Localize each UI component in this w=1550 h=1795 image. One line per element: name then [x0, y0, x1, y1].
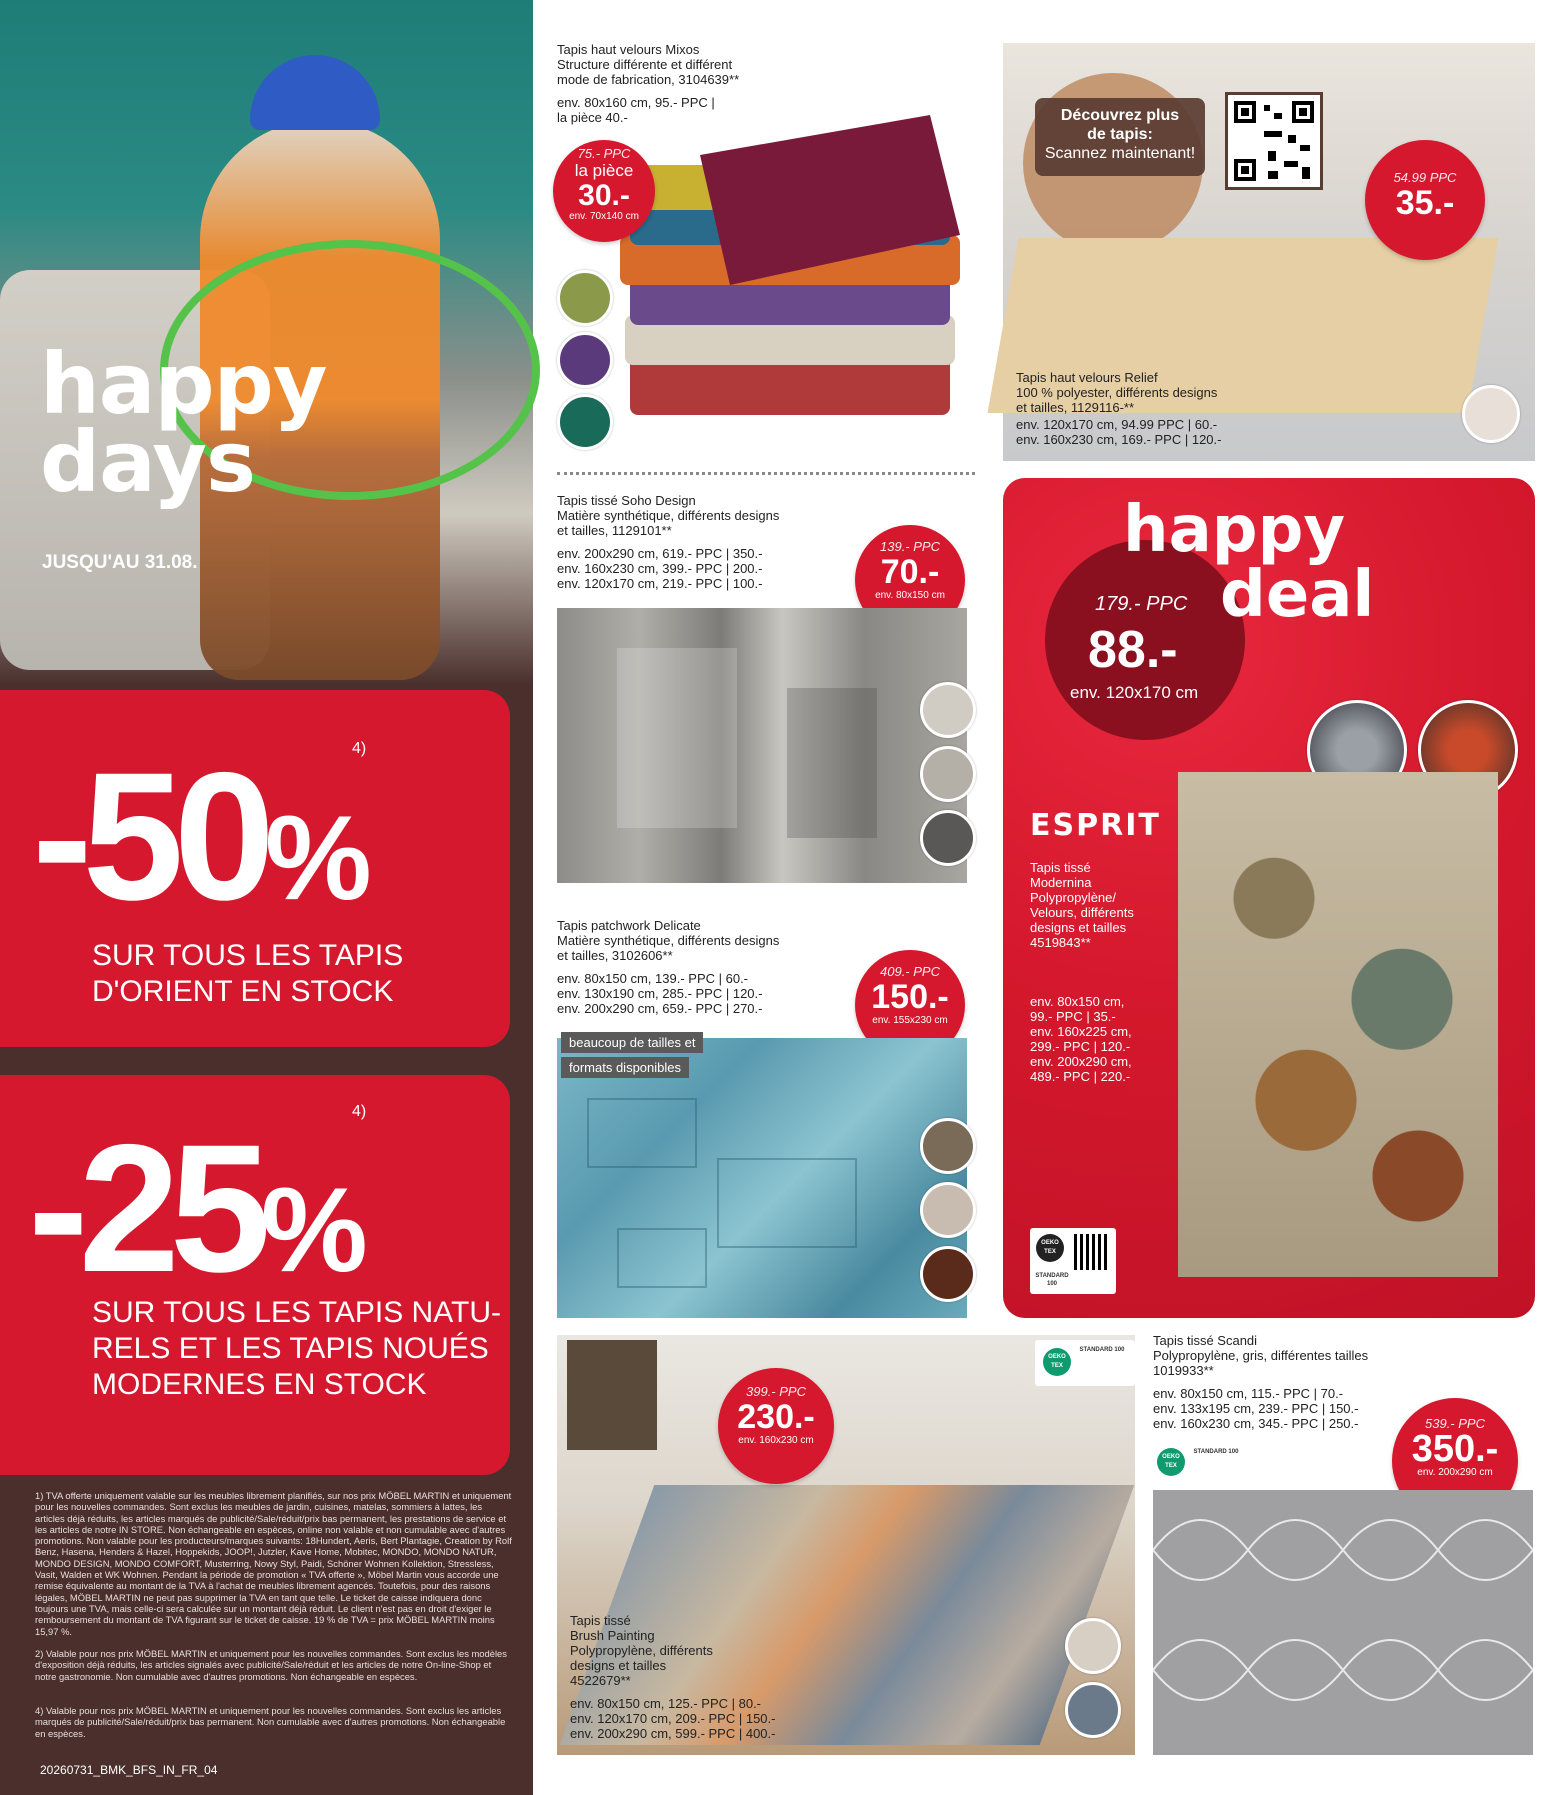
mixos-unit: la pièce [574, 161, 634, 180]
soho-swatch-light[interactable] [920, 682, 976, 738]
promo2-text-line1: SUR TOUS LES TAPIS NATU- [92, 1296, 501, 1329]
delicate-price-line2: env. 130x190 cm, 285.- PPC | 120.- [557, 986, 763, 1001]
footnote-1: 1) TVA offerte uniquement valable sur les meubles librement planifiés, sur nos prix MÖBEL MARTIN et uniquement pour les nouvelles commandes. Sont exclus les meubles de jardin, cuisines, matelas, sommiers à lattes, les articles déjà réduits, les articles marqués de publicité/Sale/réduit/prix bas permanent, les prestations de service et les articles de notre IN STORE. Non échangeable en espèces, online non valable et non cumulable avec d'autres promotions. Non valable pour les producteurs/marques suivants: 18Hundert, Aeris, Bert Plantagie, Creation by Rolf Benz, Hasena, Henders & Hazel, Hoppekids, JOOP!, Jutzler, Kave Home, Mobitec, MONDO, MONDO NATUR, MONDO DESIGN, MONDO COMFORT, Musterring, Nowy Styl, Paidi, Schöner Wohnen Kollektion, Stressless, Vasit, Walden et WK Wohnen. Pendant la période de promotion « TVA offerte », Möbel Martin vous accorde une remise équivalente au montant de la TVA à l'achat de meubles librement agencés. Toutefois, pour des raisons légales, MÖBEL MARTIN ne peut pas supprimer la TVA en tant que telle. Le ticket de caisse indiquera donc toujours une TVA, mais celle-ci sera calculée sur un montant déjà réduit. Le client n'est pas en droit d'exiger le remboursement du montant de TVA figurant sur le ticket de caisse. 19 % de TVA = prix MÖBEL MARTIN moins 15,97 %. [35, 1490, 512, 1637]
modernina-line4: Velours, différents [1030, 905, 1134, 920]
modernina-price-line1: env. 80x150 cm, [1030, 994, 1125, 1009]
mixos-price-badge [553, 140, 655, 242]
promo2-text-line3: MODERNES EN STOCK [92, 1368, 427, 1401]
brush-price: 230.- [737, 1398, 815, 1436]
modernina-line2: Modernina [1030, 875, 1092, 890]
relief-line2: 100 % polyester, différents designs [1016, 385, 1218, 400]
promo-box-25 [0, 1075, 510, 1475]
brush-price-badge [718, 1368, 834, 1484]
mixos-swatch-purple[interactable] [557, 332, 613, 388]
soho-title: Tapis tissé Soho Design [557, 493, 696, 508]
qr-line3: Scannez maintenant! [1044, 145, 1196, 162]
scandi-price-line3: env. 160x230 cm, 345.- PPC | 250.- [1153, 1416, 1359, 1431]
oeko-tex-icon: OEKO TEX [1157, 1448, 1185, 1476]
brush-price-line3: env. 200x290 cm, 599.- PPC | 400.- [570, 1726, 776, 1741]
scandi-rug-image [1153, 1490, 1533, 1755]
brush-line4: designs et tailles [570, 1658, 667, 1673]
headline-line1: happy [40, 335, 327, 433]
oeko-tex-standard: STANDARD 100 [1079, 1347, 1125, 1353]
soho-rug-image [557, 608, 967, 883]
promo1-text-line2: D'ORIENT EN STOCK [92, 975, 394, 1008]
mixos-swatch-teal[interactable] [557, 394, 613, 450]
scandi-price: 350.- [1411, 1428, 1499, 1470]
mixos-price-line2: la pièce 40.- [557, 110, 628, 125]
brush-line1: Tapis tissé [570, 1613, 631, 1628]
delicate-sizes-tag-line2: formats disponibles [561, 1057, 689, 1078]
brush-line5: 4522679** [570, 1673, 631, 1688]
relief-price-line1: env. 120x170 cm, 94.99 PPC | 60.- [1016, 417, 1218, 432]
promo2-text-line2: RELS ET LES TAPIS NOUÉS [92, 1332, 489, 1365]
scandi-line3: 1019933** [1153, 1363, 1214, 1378]
promo1-sign: % [265, 791, 372, 925]
modernina-description [1030, 860, 1134, 1084]
brush-price-line1: env. 80x150 cm, 125.- PPC | 80.- [570, 1696, 762, 1711]
delicate-price-line3: env. 200x290 cm, 659.- PPC | 270.- [557, 1001, 763, 1016]
delicate-rug-image [557, 1038, 967, 1318]
cap-image [250, 55, 380, 130]
relief-price-line2: env. 160x230 cm, 169.- PPC | 120.- [1016, 432, 1222, 447]
relief-description [1016, 370, 1221, 447]
scandi-size: env. 200x290 cm [1417, 1467, 1493, 1478]
left-promo-column [0, 0, 533, 1795]
qr-line1: Découvrez plus [1060, 107, 1180, 124]
brush-swatch-light[interactable] [1065, 1618, 1121, 1674]
divider [557, 472, 975, 475]
soho-price-line1: env. 200x290 cm, 619.- PPC | 350.- [557, 546, 763, 561]
brush-description [570, 1613, 775, 1741]
brush-line3: Polypropylène, différents [570, 1643, 713, 1658]
happy-days-headline [40, 335, 327, 511]
scandi-description [1153, 1333, 1368, 1431]
delicate-price-line1: env. 80x150 cm, 139.- PPC | 60.- [557, 971, 749, 986]
relief-line3: et tailles, 1129116-** [1016, 400, 1135, 415]
relief-price: 35.- [1395, 184, 1455, 222]
footnote-2: 2) Valable pour nos prix MÖBEL MARTIN et uniquement pour les nouvelles commandes. Sont exclus les modèles d'exposition déjà réduits, les articles signalés avec publicité/Sale/réduit et les articles de notre On-line-Shop et notre gastronomie. Non cumulable avec d'autres promotions. Non échangeable en espèces. [35, 1648, 507, 1682]
soho-price-line2: env. 160x230 cm, 399.- PPC | 200.- [557, 561, 763, 576]
modernina-old-price: 179.- PPC [1095, 593, 1188, 615]
delicate-sizes-tag-line1: beaucoup de tailles et [561, 1032, 703, 1053]
headline-line2: days [40, 413, 255, 511]
scandi-line2: Polypropylène, gris, différentes tailles [1153, 1348, 1369, 1363]
relief-swatch-beige[interactable] [1462, 385, 1520, 443]
scandi-title: Tapis tissé Scandi [1153, 1333, 1258, 1348]
oeko-tex-standard: STANDARD 100 [1035, 1273, 1069, 1287]
soho-swatch-dark[interactable] [920, 810, 976, 866]
scandi-price-line1: env. 80x150 cm, 115.- PPC | 70.- [1153, 1386, 1344, 1401]
mixos-old-price: 75.- PPC [577, 146, 631, 161]
oeko-tex-icon: OEKO TEX [1043, 1348, 1071, 1376]
delicate-swatch-cream[interactable] [920, 1182, 976, 1238]
soho-size: env. 80x150 cm [875, 590, 945, 601]
soho-description [557, 493, 779, 591]
modernina-line3: Polypropylène/ [1030, 890, 1116, 905]
soho-price: 70.- [880, 553, 940, 591]
oeko-qr-code [1074, 1234, 1110, 1270]
promo-percent-50 [32, 734, 372, 938]
mixos-price-line1: env. 80x160 cm, 95.- PPC | [557, 95, 715, 110]
modernina-price-line5: env. 200x290 cm, [1030, 1054, 1132, 1069]
delicate-swatch-brown[interactable] [920, 1118, 976, 1174]
mixos-rug-image [600, 115, 980, 445]
promo-until-date: JUSQU'AU 31.08. [42, 552, 198, 573]
happy-deal-title-line1: happy [1123, 493, 1346, 567]
modernina-line1: Tapis tissé [1030, 860, 1091, 875]
promo1-value: -50 [32, 734, 266, 938]
promo2-sign: % [261, 1163, 368, 1297]
mixos-line3: mode de fabrication, 3104639** [557, 72, 740, 87]
scandi-old-price: 539.- PPC [1425, 1416, 1485, 1431]
mixos-price: 30.- [578, 179, 630, 212]
brush-swatch-blue[interactable] [1065, 1682, 1121, 1738]
delicate-title: Tapis patchwork Delicate [557, 918, 701, 933]
promo-box-50 [0, 690, 510, 1047]
scandi-price-line2: env. 133x195 cm, 239.- PPC | 150.- [1153, 1401, 1359, 1416]
promo1-text-line1: SUR TOUS LES TAPIS [92, 939, 404, 972]
delicate-description [557, 918, 779, 1016]
delicate-line2: Matière synthétique, différents designs [557, 933, 780, 948]
oeko-tex-standard: STANDARD 100 [1193, 1449, 1239, 1455]
delicate-line3: et tailles, 3102606** [557, 948, 673, 963]
modernina-line5: designs et tailles [1030, 920, 1127, 935]
delicate-price: 150.- [871, 978, 949, 1016]
promo-percent-25 [28, 1106, 368, 1310]
promo1-footnote-ref: 4) [352, 740, 367, 757]
qr-callout [1035, 98, 1205, 176]
esprit-logo: ESPRIT [1030, 808, 1161, 843]
modernina-price-line6: 489.- PPC | 220.- [1030, 1069, 1131, 1084]
modernina-line6: 4519843** [1030, 935, 1091, 950]
soho-swatch-mid[interactable] [920, 746, 976, 802]
brush-size: env. 160x230 cm [738, 1435, 814, 1446]
soho-price-line3: env. 120x170 cm, 219.- PPC | 100.- [557, 576, 763, 591]
mixos-title: Tapis haut velours Mixos [557, 42, 700, 57]
wall-art-image [567, 1340, 657, 1450]
relief-title: Tapis haut velours Relief [1016, 370, 1158, 385]
mixos-description [557, 42, 739, 125]
brush-old-price: 399.- PPC [746, 1384, 806, 1399]
promo1-text [92, 938, 403, 1010]
oeko-tex-icon: OEKO TEX [1036, 1234, 1064, 1262]
oeko-tex-label-scandi [1153, 1442, 1253, 1488]
modernina-rug-image [1178, 772, 1498, 1277]
mixos-size: env. 70x140 cm [569, 211, 639, 222]
mixos-swatch-olive[interactable] [557, 270, 613, 326]
document-code: 20260731_BMK_BFS_IN_FR_04 [40, 1763, 218, 1777]
happy-deal-title-line2: deal [1220, 558, 1375, 632]
brush-price-line2: env. 120x170 cm, 209.- PPC | 150.- [570, 1711, 776, 1726]
soho-old-price: 139.- PPC [880, 539, 940, 554]
oeko-tex-label-modernina [1030, 1228, 1116, 1294]
modernina-price-line2: 99.- PPC | 35.- [1030, 1009, 1116, 1024]
promo2-value: -25 [28, 1106, 262, 1310]
delicate-old-price: 409.- PPC [880, 964, 940, 979]
relief-price-badge [1365, 140, 1485, 260]
relief-old-price: 54.99 PPC [1393, 170, 1457, 185]
qr-code[interactable] [1225, 92, 1323, 190]
modernina-size: env. 120x170 cm [1070, 683, 1199, 702]
delicate-size: env. 155x230 cm [872, 1015, 948, 1026]
soho-line3: et tailles, 1129101** [557, 523, 672, 538]
oeko-tex-label-brush [1035, 1340, 1135, 1386]
promo2-text [92, 1295, 501, 1403]
modernina-price-line4: 299.- PPC | 120.- [1030, 1039, 1131, 1054]
promo2-footnote-ref: 4) [352, 1103, 367, 1120]
soho-line2: Matière synthétique, différents designs [557, 508, 780, 523]
qr-line2: de tapis: [1087, 126, 1153, 143]
footnote-4: 4) Valable pour nos prix MÖBEL MARTIN et uniquement pour les nouvelles commandes. Sont exclus les articles marqués de publicité/Sale/réduit/prix bas permanent. Non cumulable avec d'autres promotions. Non échangeable en espèces. [35, 1705, 506, 1739]
modernina-price: 88.- [1088, 621, 1178, 679]
delicate-swatch-rust[interactable] [920, 1246, 976, 1302]
mixos-line2: Structure différente et différent [557, 57, 733, 72]
modernina-price-line3: env. 160x225 cm, [1030, 1024, 1132, 1039]
brush-line2: Brush Painting [570, 1628, 655, 1643]
